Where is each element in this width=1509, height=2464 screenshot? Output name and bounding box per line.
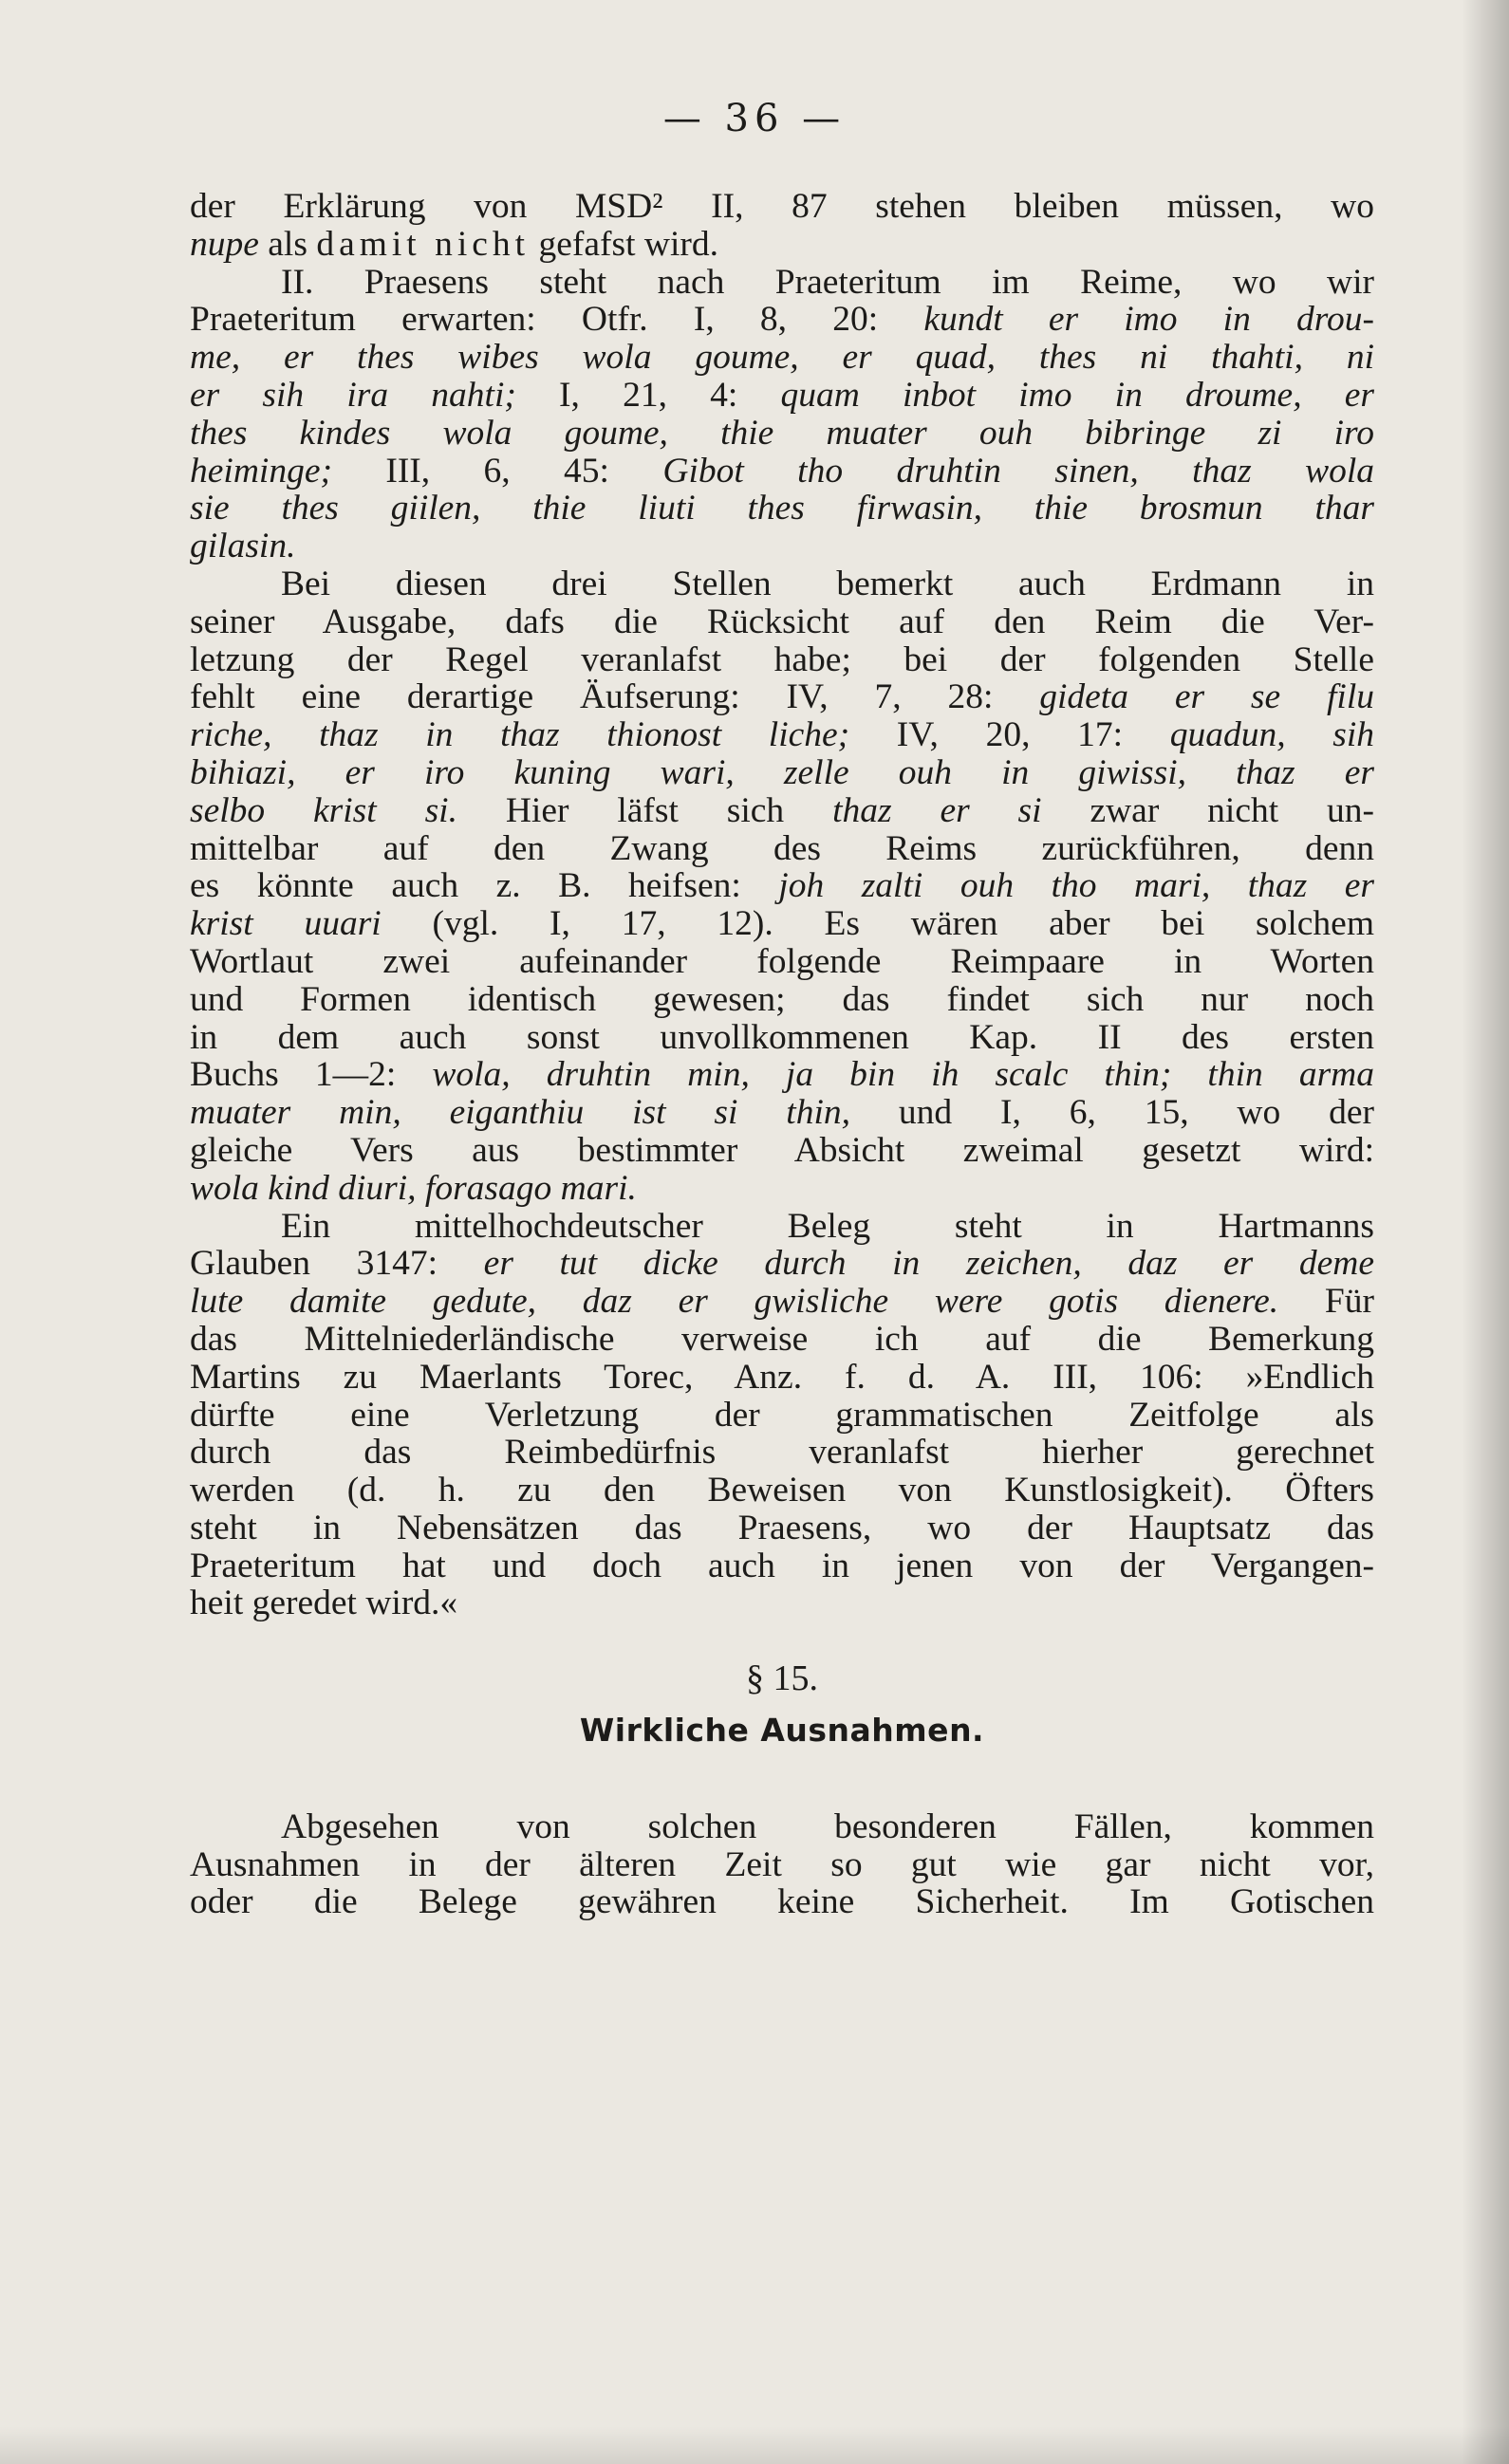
- text-line: Praeteritum erwarten: Otfr. I, 8, 20: kundt er imo in drou-: [190, 300, 1374, 340]
- text-line: gleiche Vers aus bestimmter Absicht zweimal gesetzt wird:: [190, 1130, 1374, 1170]
- text-line: das Mittelniederländische verweise ich auf die Bemerkung: [190, 1319, 1374, 1359]
- text-line: der Erklärung von MSD² II, 87 stehen bleiben müssen, wo: [190, 187, 1374, 226]
- text-line: heit geredet wird.«: [190, 1584, 458, 1623]
- text-line: mittelbar auf den Zwang des Reims zurückführen, denn: [190, 828, 1374, 868]
- text-line: Wortlaut zwei aufeinander folgende Reimpaare in Worten: [190, 941, 1374, 981]
- text-line: bihiazi, er iro kuning wari, zelle ouh in giwissi, thaz er: [190, 752, 1374, 792]
- body-text: [190, 188, 1374, 1921]
- text-line: dürfte eine Verletzung der grammatischen Zeitfolge als: [190, 1395, 1374, 1435]
- text-line: es könnte auch z. B. heifsen: joh zalti ouh tho mari, thaz er: [190, 866, 1375, 906]
- text-line: er sih ira nahti; I, 21, 4: quam inbot imo in droume, er: [190, 375, 1374, 415]
- text-line: riche, thaz in thaz thionost liche; IV, 20, 17: quadun, sih: [190, 715, 1375, 755]
- text-line: nupe als damit nicht gefafst wird.: [190, 224, 718, 264]
- text-line: Bei diesen drei Stellen bemerkt auch Erdmann in: [281, 564, 1374, 603]
- text-line: oder die Belege gewähren keine Sicherheit. Im Gotischen: [190, 1882, 1374, 1922]
- page-edge-shadow: [1462, 0, 1509, 2464]
- text-line: gilasin.: [190, 527, 296, 566]
- text-line: sie thes giilen, thie liuti thes firwasin, thie brosmun thar: [190, 489, 1374, 528]
- text-line: me, er thes wibes wola goume, er quad, thes ni thahti, ni: [190, 338, 1374, 378]
- text-line: Martins zu Maerlants Torec, Anz. f. d. A. III, 106: »Endlich: [190, 1357, 1374, 1397]
- page-bottom-shadow: [0, 2426, 1509, 2464]
- text-line: und Formen identisch gewesen; das findet sich nur noch: [190, 979, 1374, 1019]
- text-line: krist uuari (vgl. I, 17, 12). Es wären aber bei solchem: [190, 904, 1374, 944]
- text-line: werden (d. h. zu den Beweisen von Kunstlosigkeit). Öfters: [190, 1471, 1374, 1510]
- text-line: muater min, eiganthiu ist si thin, und I, 6, 15, wo der: [190, 1093, 1375, 1133]
- text-line: seiner Ausgabe, dafs die Rücksicht auf den Reim die Ver-: [190, 602, 1374, 641]
- text-line: selbo krist si. Hier läfst sich thaz er si zwar nicht un-: [190, 790, 1375, 830]
- text-line: thes kindes wola goume, thie muater ouh bibringe zi iro: [190, 413, 1374, 453]
- text-line: Buchs 1—2: wola, druhtin min, ja bin ih scalc thin; thin arma: [190, 1055, 1374, 1095]
- text-line: lute damite gedute, daz er gwisliche were gotis dienere. Für: [190, 1282, 1374, 1322]
- text-line: durch das Reimbedürfnis veranlafst hierher gerechnet: [190, 1433, 1374, 1473]
- text-line: letzung der Regel veranlafst habe; bei der folgenden Stelle: [190, 639, 1374, 679]
- section-number: § 15.: [746, 1658, 818, 1699]
- text-line: fehlt eine derartige Äufserung: IV, 7, 28: gideta er se filu: [190, 677, 1374, 717]
- text-line: Praeteritum hat und doch auch in jenen von der Vergangen-: [190, 1546, 1374, 1585]
- text-line: Ein mittelhochdeutscher Beleg steht in Hartmanns: [281, 1206, 1374, 1246]
- text-line: Ausnahmen in der älteren Zeit so gut wie gar nicht vor,: [190, 1844, 1374, 1884]
- text-line: Abgesehen von solchen besonderen Fällen, kommen: [281, 1806, 1374, 1846]
- text-line: heiminge; III, 6, 45: Gibot tho druhtin sinen, thaz wola: [190, 451, 1374, 491]
- text-line: wola kind diuri, forasago mari.: [190, 1168, 637, 1208]
- section-title: Wirkliche Ausnahmen.: [579, 1712, 985, 1750]
- text-line: steht in Nebensätzen das Praesens, wo der Hauptsatz das: [190, 1508, 1374, 1547]
- text-line: Glauben 3147: er tut dicke durch in zeichen, daz er deme: [190, 1244, 1374, 1284]
- page-number: — 36 —: [662, 97, 847, 140]
- text-line: II. Praesens steht nach Praeteritum im Reime, wo wir: [281, 262, 1374, 302]
- text-line: in dem auch sonst unvollkommenen Kap. II des ersten: [190, 1017, 1374, 1057]
